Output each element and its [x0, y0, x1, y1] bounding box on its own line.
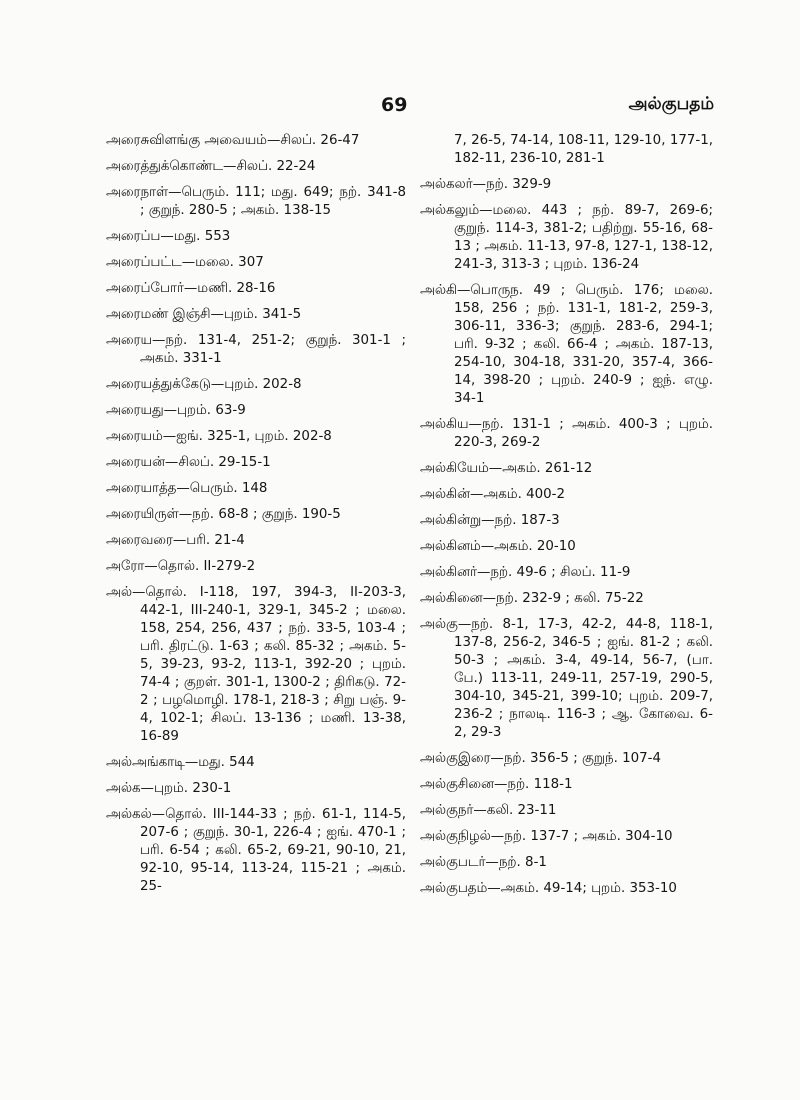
index-entry: அரைய—நற். 131-4, 251-2; குறுந். 301-1 ; அகம். 331-1	[106, 333, 406, 366]
index-entry: அரைமண் இஞ்சி—புறம். 341-5	[106, 307, 302, 322]
index-entry: அல்கின்—அகம். 400-2	[420, 487, 565, 502]
index-column-right	[420, 132, 713, 906]
index-entry: அல்குநிழல்—நற். 137-7 ; அகம். 304-10	[420, 829, 673, 844]
index-entry: அரையிருள்—நற். 68-8 ; குறுந். 190-5	[106, 507, 341, 522]
index-entry: அல்கு—நற். 8-1, 17-3, 42-2, 44-8, 118-1, 137-8, 256-2, 346-5 ; ஐங். 81-2 ; கலி. 50-3 ; அகம். 3-4, 49-14, 56-7, (பா. பே.) 113-11, 249-11, 257-19, 290-5, 304-10, 345-21, 399-10; புறம். 209-7, 236-2 ; நாலடி. 116-3 ; ஆ. கோவை. 6-2, 29-3	[420, 617, 713, 740]
index-entry: அல்கிய—நற். 131-1 ; அகம். 400-3 ; புறம். 220-3, 269-2	[420, 417, 713, 450]
running-head: அல்குபதம்	[628, 94, 714, 114]
index-entry: அல்கியேம்—அகம். 261-12	[420, 461, 593, 476]
index-column-left	[106, 132, 406, 904]
page-number: 69	[381, 94, 408, 116]
index-entry: அல்குநர்—கலி. 23-11	[420, 803, 557, 818]
index-entry: அரையன்—சிலப். 29-15-1	[106, 455, 271, 470]
index-entry: அரையத்துக்கேடு—புறம். 202-8	[106, 377, 302, 392]
index-entry: அல்கினர்—நற். 49-6 ; சிலப். 11-9	[420, 565, 631, 580]
index-entry: அரைவரை—பரி. 21-4	[106, 533, 245, 548]
index-entry: அல்குபடர்—நற். 8-1	[420, 855, 547, 870]
index-entry: அரையாத்த—பெரும். 148	[106, 481, 268, 496]
index-entry: அல்கின்று—நற். 187-3	[420, 513, 560, 528]
index-entry: அல்குபதம்—அகம். 49-14; புறம். 353-10	[420, 881, 677, 896]
index-entry: அரைசுவிளங்கு அவையம்—சிலப். 26-47	[106, 133, 360, 148]
index-entry: அல்கினம்—அகம். 20-10	[420, 539, 576, 554]
index-entry: அரைநாள்—பெரும். 111; மது. 649; நற். 341-8 ; குறுந். 280-5 ; அகம். 138-15	[106, 185, 406, 218]
index-entry-continuation: 7, 26-5, 74-14, 108-11, 129-10, 177-1, 182-11, 236-10, 281-1	[454, 133, 713, 166]
index-entry: அரைப்ப—மது. 553	[106, 229, 231, 244]
index-entry: அல்கினை—நற். 232-9 ; கலி. 75-22	[420, 591, 644, 606]
index-entry: அரையது—புறம். 63-9	[106, 403, 246, 418]
index-entry: அல்அங்காடி—மது. 544	[106, 755, 255, 770]
index-entry: அல்குஇரை—நற். 356-5 ; குறுந். 107-4	[420, 751, 662, 766]
index-entry: அரைத்துக்கொண்ட—சிலப். 22-24	[106, 159, 316, 174]
index-entry: அல்க—புறம். 230-1	[106, 781, 232, 796]
index-entry: அல்கல்—தொல். III-144-33 ; நற். 61-1, 114-5, 207-6 ; குறுந். 30-1, 226-4 ; ஐங். 470-1 ; பரி. 6-54 ; கலி. 65-2, 69-21, 90-10, 21, 92-10, 95-14, 113-24, 115-21 ; அகம். 25-	[106, 807, 406, 894]
index-entry: அரையம்—ஐங். 325-1, புறம். 202-8	[106, 429, 332, 444]
index-entry: அல்கி—பொருந. 49 ; பெரும். 176; மலை. 158, 256 ; நற். 131-1, 181-2, 259-3, 306-11, 336-3; குறுந். 283-6, 294-1; பரி. 9-32 ; கலி. 66-4 ; அகம். 187-13, 254-10, 304-18, 331-20, 357-4, 366-14, 398-20 ; புறம். 240-9 ; ஐந். எழு. 34-1	[420, 283, 713, 406]
index-entry: அரோ—தொல். II-279-2	[106, 559, 256, 574]
index-entry: அல்—தொல். I-118, 197, 394-3, II-203-3, 442-1, III-240-1, 329-1, 345-2 ; மலை. 158, 254, 256, 437 ; நற். 33-5, 103-4 ; பரி. திரட்டு. 1-63 ; கலி. 85-32 ; அகம். 5-5, 39-23, 93-2, 113-1, 392-20 ; புறம். 74-4 ; குறள். 301-1, 1300-2 ; திரிகடு. 72-2 ; பழமொழி. 178-1, 218-3 ; சிறு பஞ். 9-4, 102-1; சிலப். 13-136 ; மணி. 13-38, 16-89	[106, 585, 406, 744]
index-entry: அரைப்போர்—மணி. 28-16	[106, 281, 276, 296]
index-entry: அல்கலர்—நற். 329-9	[420, 177, 552, 192]
index-entry: அல்குசினை—நற். 118-1	[420, 777, 573, 792]
index-entry: அரைப்பட்ட—மலை. 307	[106, 255, 264, 270]
index-entry: அல்கலும்—மலை. 443 ; நற். 89-7, 269-6; குறுந். 114-3, 381-2; பதிற்று. 55-16, 68-13 ; அகம். 11-13, 97-8, 127-1, 138-12, 241-3, 313-3 ; புறம். 136-24	[420, 203, 713, 272]
